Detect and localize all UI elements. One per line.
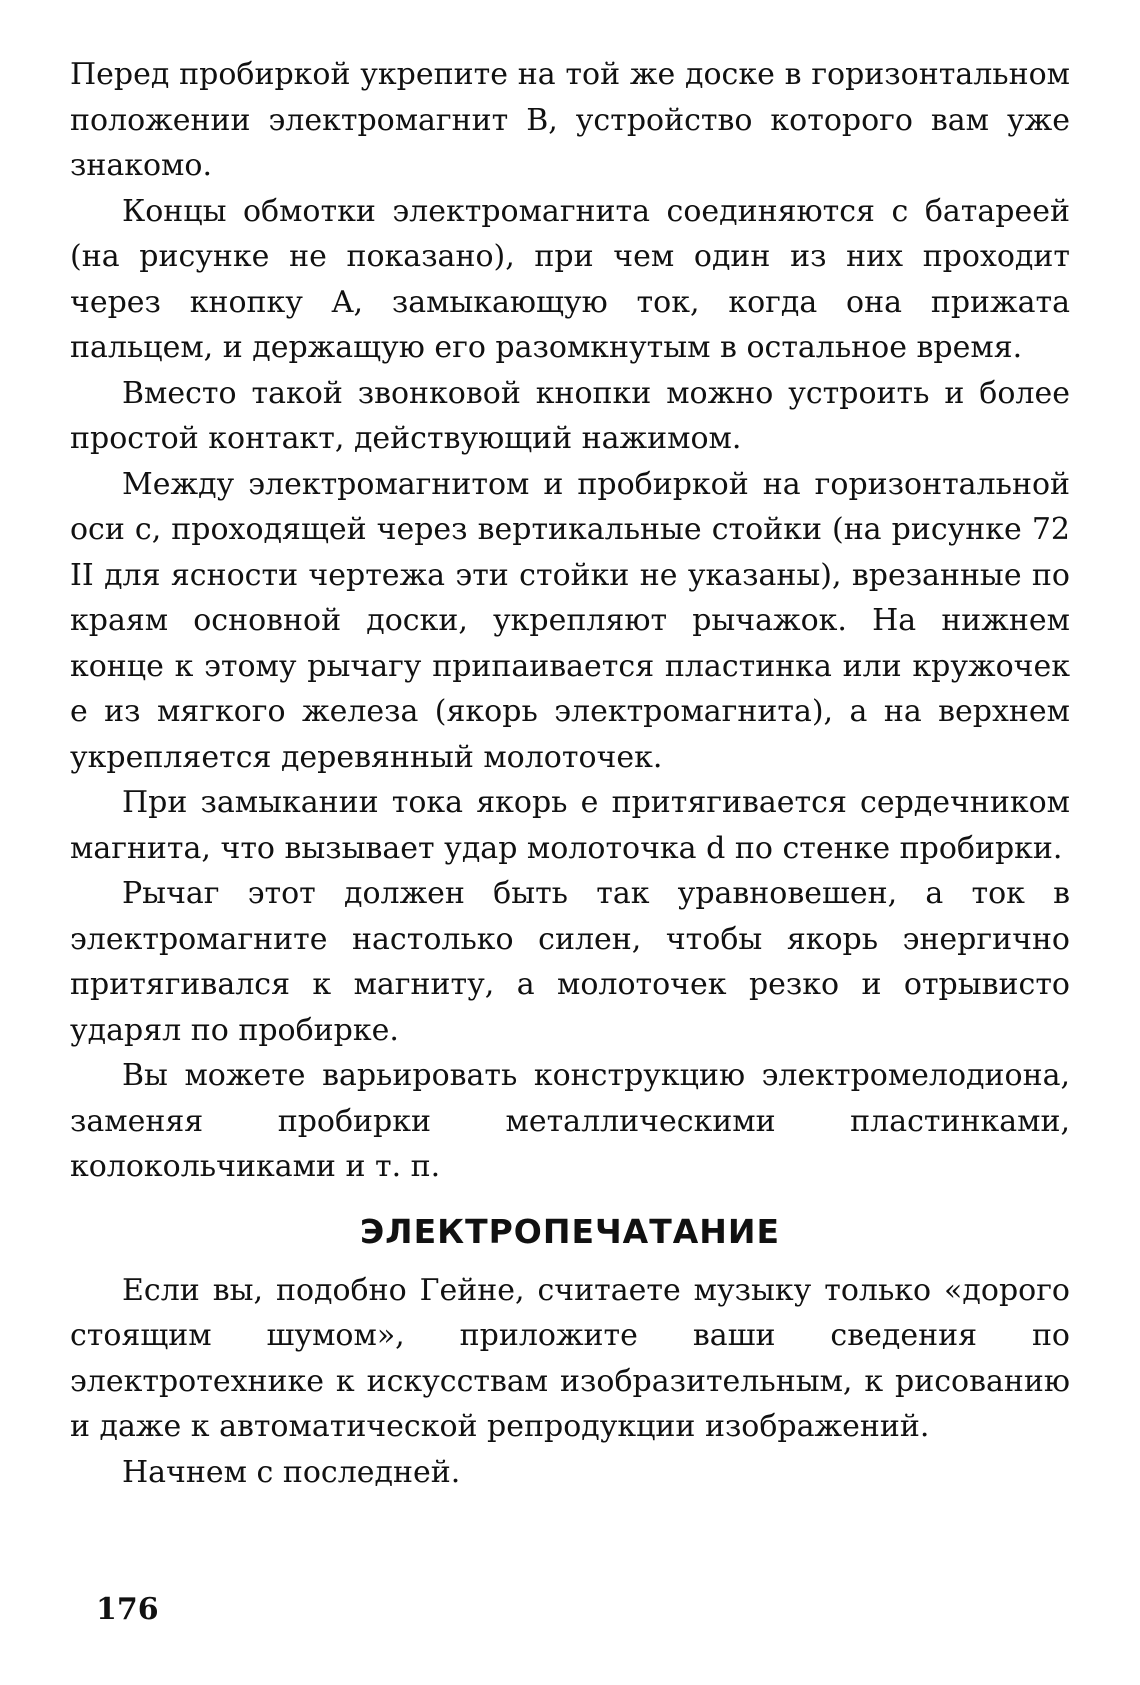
paragraph-start: Начнем с последней. [122,1454,461,1490]
paragraph-electromagnet-placement: Перед пробиркой укрепите на той же доске в горизонтальном положении электромагнит B, устройство которого вам уже знакомо. [70,57,1070,183]
paragraph-lever: Между электромагнитом и пробиркой на горизонтальной оси c, проходящей через вертикальные стойки (на рисунке 72 II для ясности чертежа эти стойки не указаны), врезанные по краям основной доски, укрепляют рычажок. На нижнем конце к этому рычагу припаивается пластинка или кружочек e из мягкого железа (якорь электромагнита), а на верхнем укрепляется деревянный молоточек. [70,466,1070,775]
paragraph-simple-contact: Вместо такой звонковой кнопки можно устроить и более простой контакт, действующий нажимом. [70,375,1070,456]
paragraph-winding-ends: Концы обмотки электромагнита соединяются с батареей (на рисунке не показано), при чем один из них проходит через кнопку A, замыкающую ток, когда она прижата пальцем, и держащую его разомкнутым в остальное время. [70,193,1070,365]
page-text [70,52,1070,1495]
page-number: 176 [96,1592,159,1627]
paragraph-variations: Вы можете варьировать конструкцию электромелодиона, заменяя пробирки металлическими пластинками, колокольчиками и т. п. [70,1058,1070,1184]
paragraph-balance: Рычаг этот должен быть так уравновешен, а ток в электромагните настолько силен, чтобы якорь энергично притягивался к магниту, а молоточек резко и отрывисто ударял по пробирке. [70,876,1070,1048]
paragraph-armature: При замыкании тока якорь e притягивается сердечником магнита, что вызывает удар молоточка d по стенке пробирки. [70,785,1070,866]
section-heading: ЭЛЕКТРОПЕЧАТАНИЕ [359,1211,781,1251]
paragraph-heine: Если вы, подобно Гейне, считаете музыку только «дорого стоящим шумом», приложите ваши сведения по электротехнике к искусствам изобразительным, к рисованию и даже к автоматической репродукции изображений. [70,1272,1070,1444]
